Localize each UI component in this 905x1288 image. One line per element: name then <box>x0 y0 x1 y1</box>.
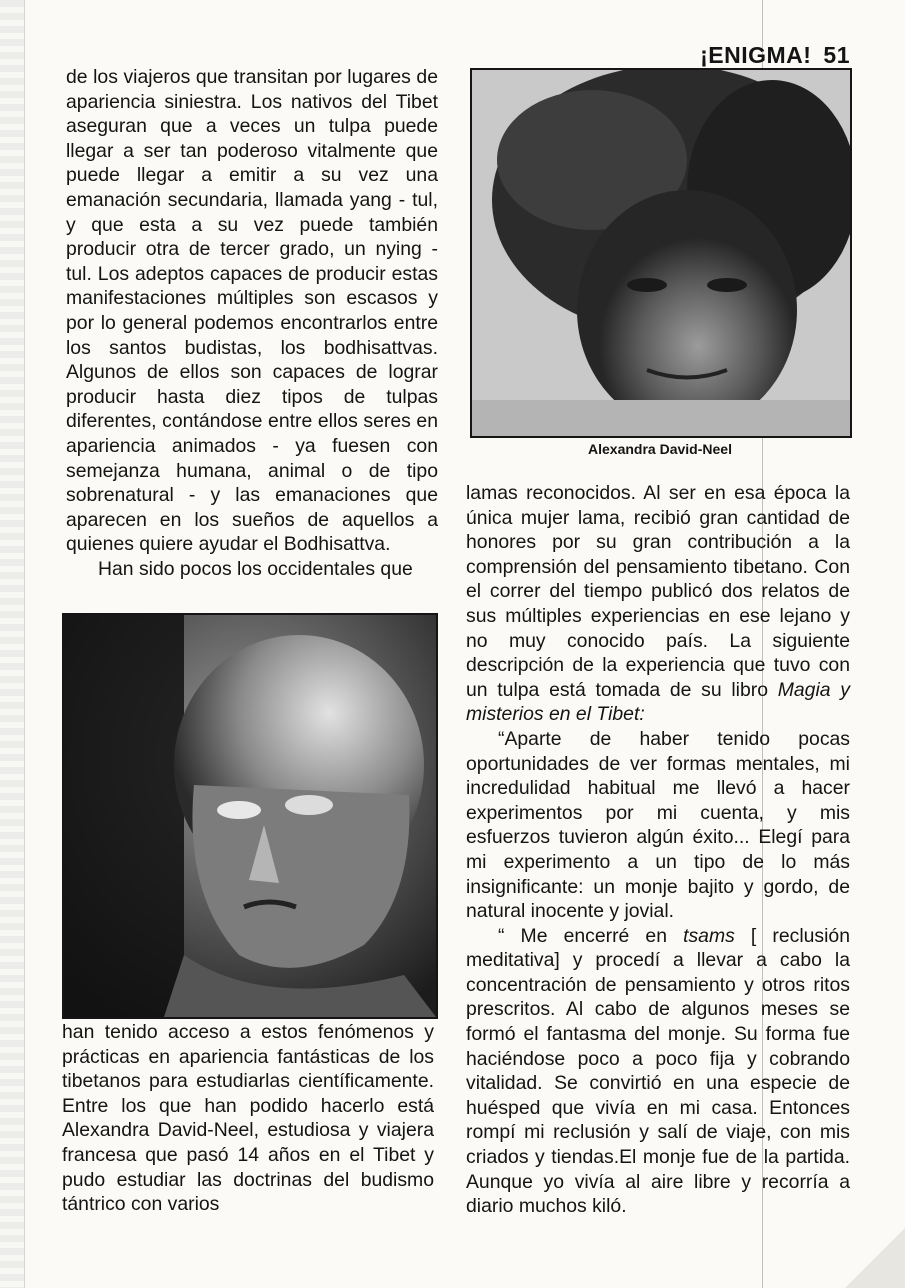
book-title: Magia y misterios en el Tibet: <box>466 678 850 726</box>
paragraph-text: “ Me encerré en <box>498 924 667 947</box>
folded-corner <box>845 1228 905 1288</box>
left-column-bottom <box>62 1020 434 1217</box>
paragraph-text: lamas reconocidos. Al ser en esa época la única mujer lama, recibió gran cantidad de honores por su gran contribución a la comprensión del pensamiento tibetano. Con el correr del tiempo publicó dos relatos de sus múltiples experiencias en ese lejano y no muy conocido país. La siguiente descripción de la experiencia que tuvo con un tulpa está tomada de su libro <box>466 482 850 701</box>
bald-head-sculpture-image <box>64 615 436 1017</box>
magazine-title: ¡ENIGMA! <box>700 42 812 68</box>
page-header <box>700 42 850 69</box>
paragraph: de los viajeros que transitan por lugares de apariencia siniestra. Los nativos del Tibet aseguran que a veces un tulpa puede llegar a ser tan poderoso vitalmente que puede llegar a emitir a su vez una emanación secundaria, llamada yang - tul, y que esta a su vez puede también producir otra de tercer grado, un nying - tul. Los adeptos capaces de producir estas manifestaciones múltiples son escasos y por lo general podemos encontrarlos entre los santos budistas, los bodhisattvas. Algunos de ellos son capaces de lograr producir hasta diez tipos de tulpas diferentes, contándose entre ellos seres en apariencia animados - ya fuesen con semejanza humana, animal o de tipo sobrenatural - y las emanaciones que aparecen en los sueños de aquellos a quienes quiere ayudar el Bodhisattva. <box>66 66 438 556</box>
paragraph: Han sido pocos los occidentales que <box>98 557 413 580</box>
italic-term: tsams <box>683 924 735 947</box>
quote-paragraph: “Aparte de haber tenido pocas oportunidades de ver formas mentales, mi incredulidad habitual me llevó a hacer experimentos por mi cuenta, y mis esfuerzos tuvieron algún éxito... Elegí para mi experimento a un tipo de lo más insignificante: un monje bajito y gordo, de natural inocente y jovial. <box>466 727 850 923</box>
right-column <box>466 481 850 1219</box>
woman-portrait-image <box>472 70 850 436</box>
photo-caption: Alexandra David-Neel <box>588 441 732 457</box>
paragraph <box>466 481 850 727</box>
page-number: 51 <box>823 42 850 68</box>
paragraph: han tenido acceso a estos fenómenos y prácticas en apariencia fantásticas de los tibetanos para estudiarlas científicamente. Entre los que han podido hacerlo está Alexandra David-Neel, estudiosa y viajera francesa que pasó 14 años en el Tibet y pudo estudiar las doctrinas del budismo tántrico con varios <box>62 1021 434 1216</box>
portrait-photo <box>470 68 852 438</box>
quote-paragraph <box>466 924 850 1219</box>
left-column-top <box>66 65 438 581</box>
torn-page-edge <box>0 0 25 1288</box>
paragraph-text: [ reclusión meditativa] y procedí a llevar a cabo la concentración de pensamiento y otros ritos prescritos. Al cabo de algunos meses se formó el fantasma del monje. Su forma fue haciéndose poco a poco fija y cobrando vitalidad. Se convirtió en una especie de huésped que vivía en mi casa. Entonces rompí mi reclusión y salí de viaje, con mis criados y tiendas.El monje fue de la partida. Aunque yo vivía al aire libre y recorría a diario muchos kiló. <box>466 924 850 1218</box>
bust-photo <box>62 613 438 1019</box>
